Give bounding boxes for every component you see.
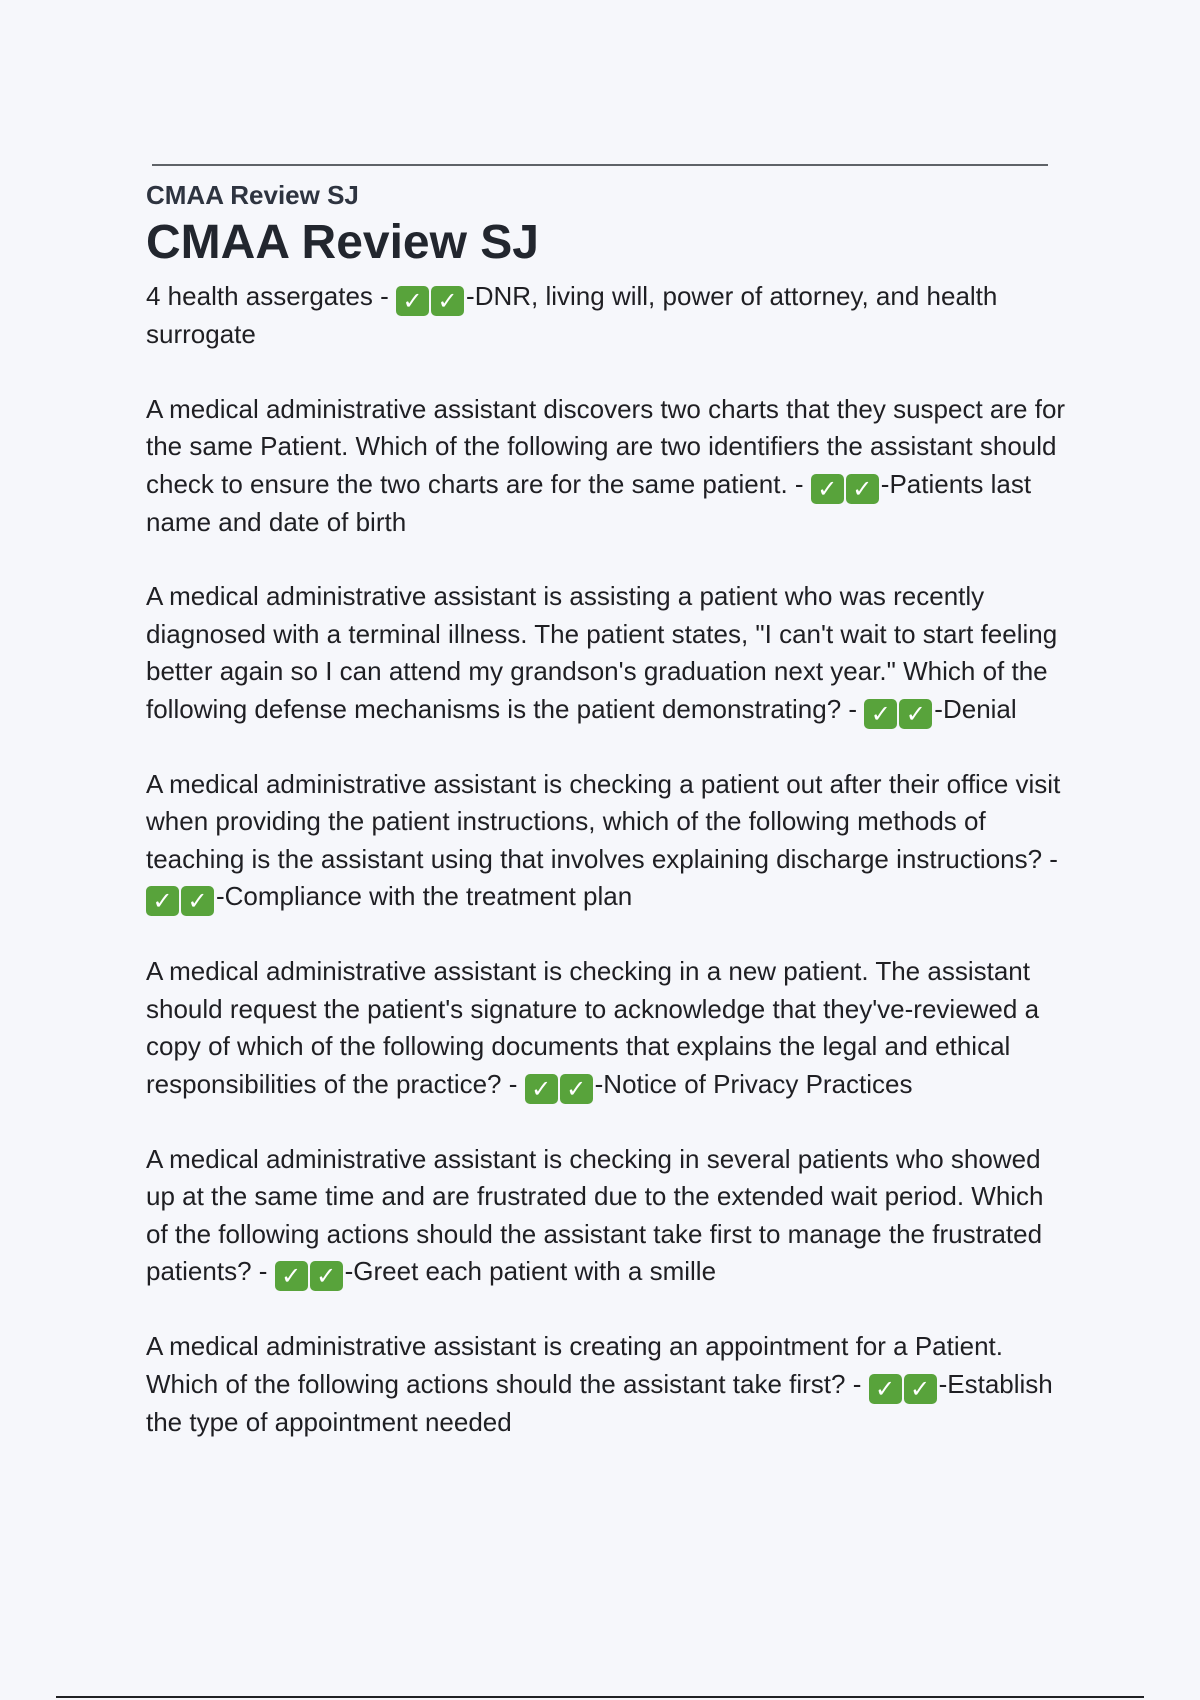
answer-marker [275, 1253, 345, 1291]
check-mark-icon: ✓ [310, 1261, 343, 1291]
check-mark-icon: ✓ [811, 474, 844, 504]
qa-entry [146, 391, 1066, 542]
check-mark-icon: ✓ [275, 1261, 308, 1291]
question-text: 4 health assergates - [146, 281, 389, 311]
question-text: A medical administrative assistant is assisting a patient who was recently diagnosed with a terminal illness. The patient states, "I can't wait to start feeling better again so I can attend my grandson's graduation next year." Which of the following defense mechanisms is the patient demonstrating? - [146, 581, 1058, 724]
check-mark-icon: ✓ [869, 1374, 902, 1404]
qa-entry [146, 1328, 1066, 1441]
top-divider [152, 164, 1048, 166]
check-mark-icon: ✓ [146, 886, 179, 916]
answer-marker [396, 278, 466, 316]
question-text: A medical administrative assistant discovers two charts that they suspect are for the same Patient. Which of the following are two identifiers the assistant should check to ensure the two charts are for the same patient. - [146, 393, 1066, 499]
check-mark-icon: ✓ [525, 1074, 558, 1104]
answer-text: -Denial [934, 693, 1017, 724]
answer-text: -Compliance with the treatment plan [216, 881, 633, 911]
question-text: A medical administrative assistant is checking a patient out after their office visit when providing the patient instructions, which of the following methods of teaching is the assistant using that involves explaining discharge instructions? - [146, 768, 1061, 874]
answer-marker [869, 1366, 939, 1404]
answer-text: -Notice of Privacy Practices [594, 1068, 913, 1099]
question-text: A medical administrative assistant is checking in several patients who showed up at the same time and are frustrated due to the extended wait period. Which of the following actions should the assistant take first to manage the frustrated patients? - [146, 1143, 1044, 1286]
qa-entry [146, 1141, 1066, 1292]
check-mark-icon: ✓ [431, 286, 464, 316]
check-mark-icon: ✓ [181, 886, 214, 916]
answer-text: -Greet each patient with a smille [344, 1256, 717, 1286]
check-mark-icon: ✓ [864, 699, 897, 729]
answer-marker [864, 691, 934, 729]
answer-text: -DNR, living will, power of attorney, and health surrogate [146, 281, 998, 349]
qa-entry [146, 278, 1066, 354]
question-text: A medical administrative assistant is checking in a new patient. The assistant should request the patient's signature to acknowledge that they've-reviewed a copy of which of the following documents that explains the legal and ethical responsibilities of the practice? - [146, 956, 1040, 1099]
check-mark-icon: ✓ [560, 1074, 593, 1104]
answer-text: -Establish the type of appointment needed [146, 1368, 1053, 1437]
bottom-divider [56, 1696, 1144, 1698]
check-mark-icon: ✓ [396, 286, 429, 316]
answer-marker [525, 1066, 595, 1104]
answer-marker [146, 878, 216, 916]
header-title: CMAA Review SJ [146, 180, 359, 210]
answer-marker [811, 466, 881, 504]
page-title: CMAA Review SJ [146, 216, 539, 269]
question-text: A medical administrative assistant is creating an appointment for a Patient. Which of the following actions should the assistant take first? - [146, 1331, 1003, 1399]
document-body [146, 178, 1066, 1478]
answer-text: -Patients last name and date of birth [146, 468, 1032, 537]
qa-entry [146, 578, 1066, 729]
check-mark-icon: ✓ [846, 474, 879, 504]
qa-entry [146, 766, 1066, 917]
check-mark-icon: ✓ [904, 1374, 937, 1404]
qa-entry [146, 953, 1066, 1104]
check-mark-icon: ✓ [899, 699, 932, 729]
